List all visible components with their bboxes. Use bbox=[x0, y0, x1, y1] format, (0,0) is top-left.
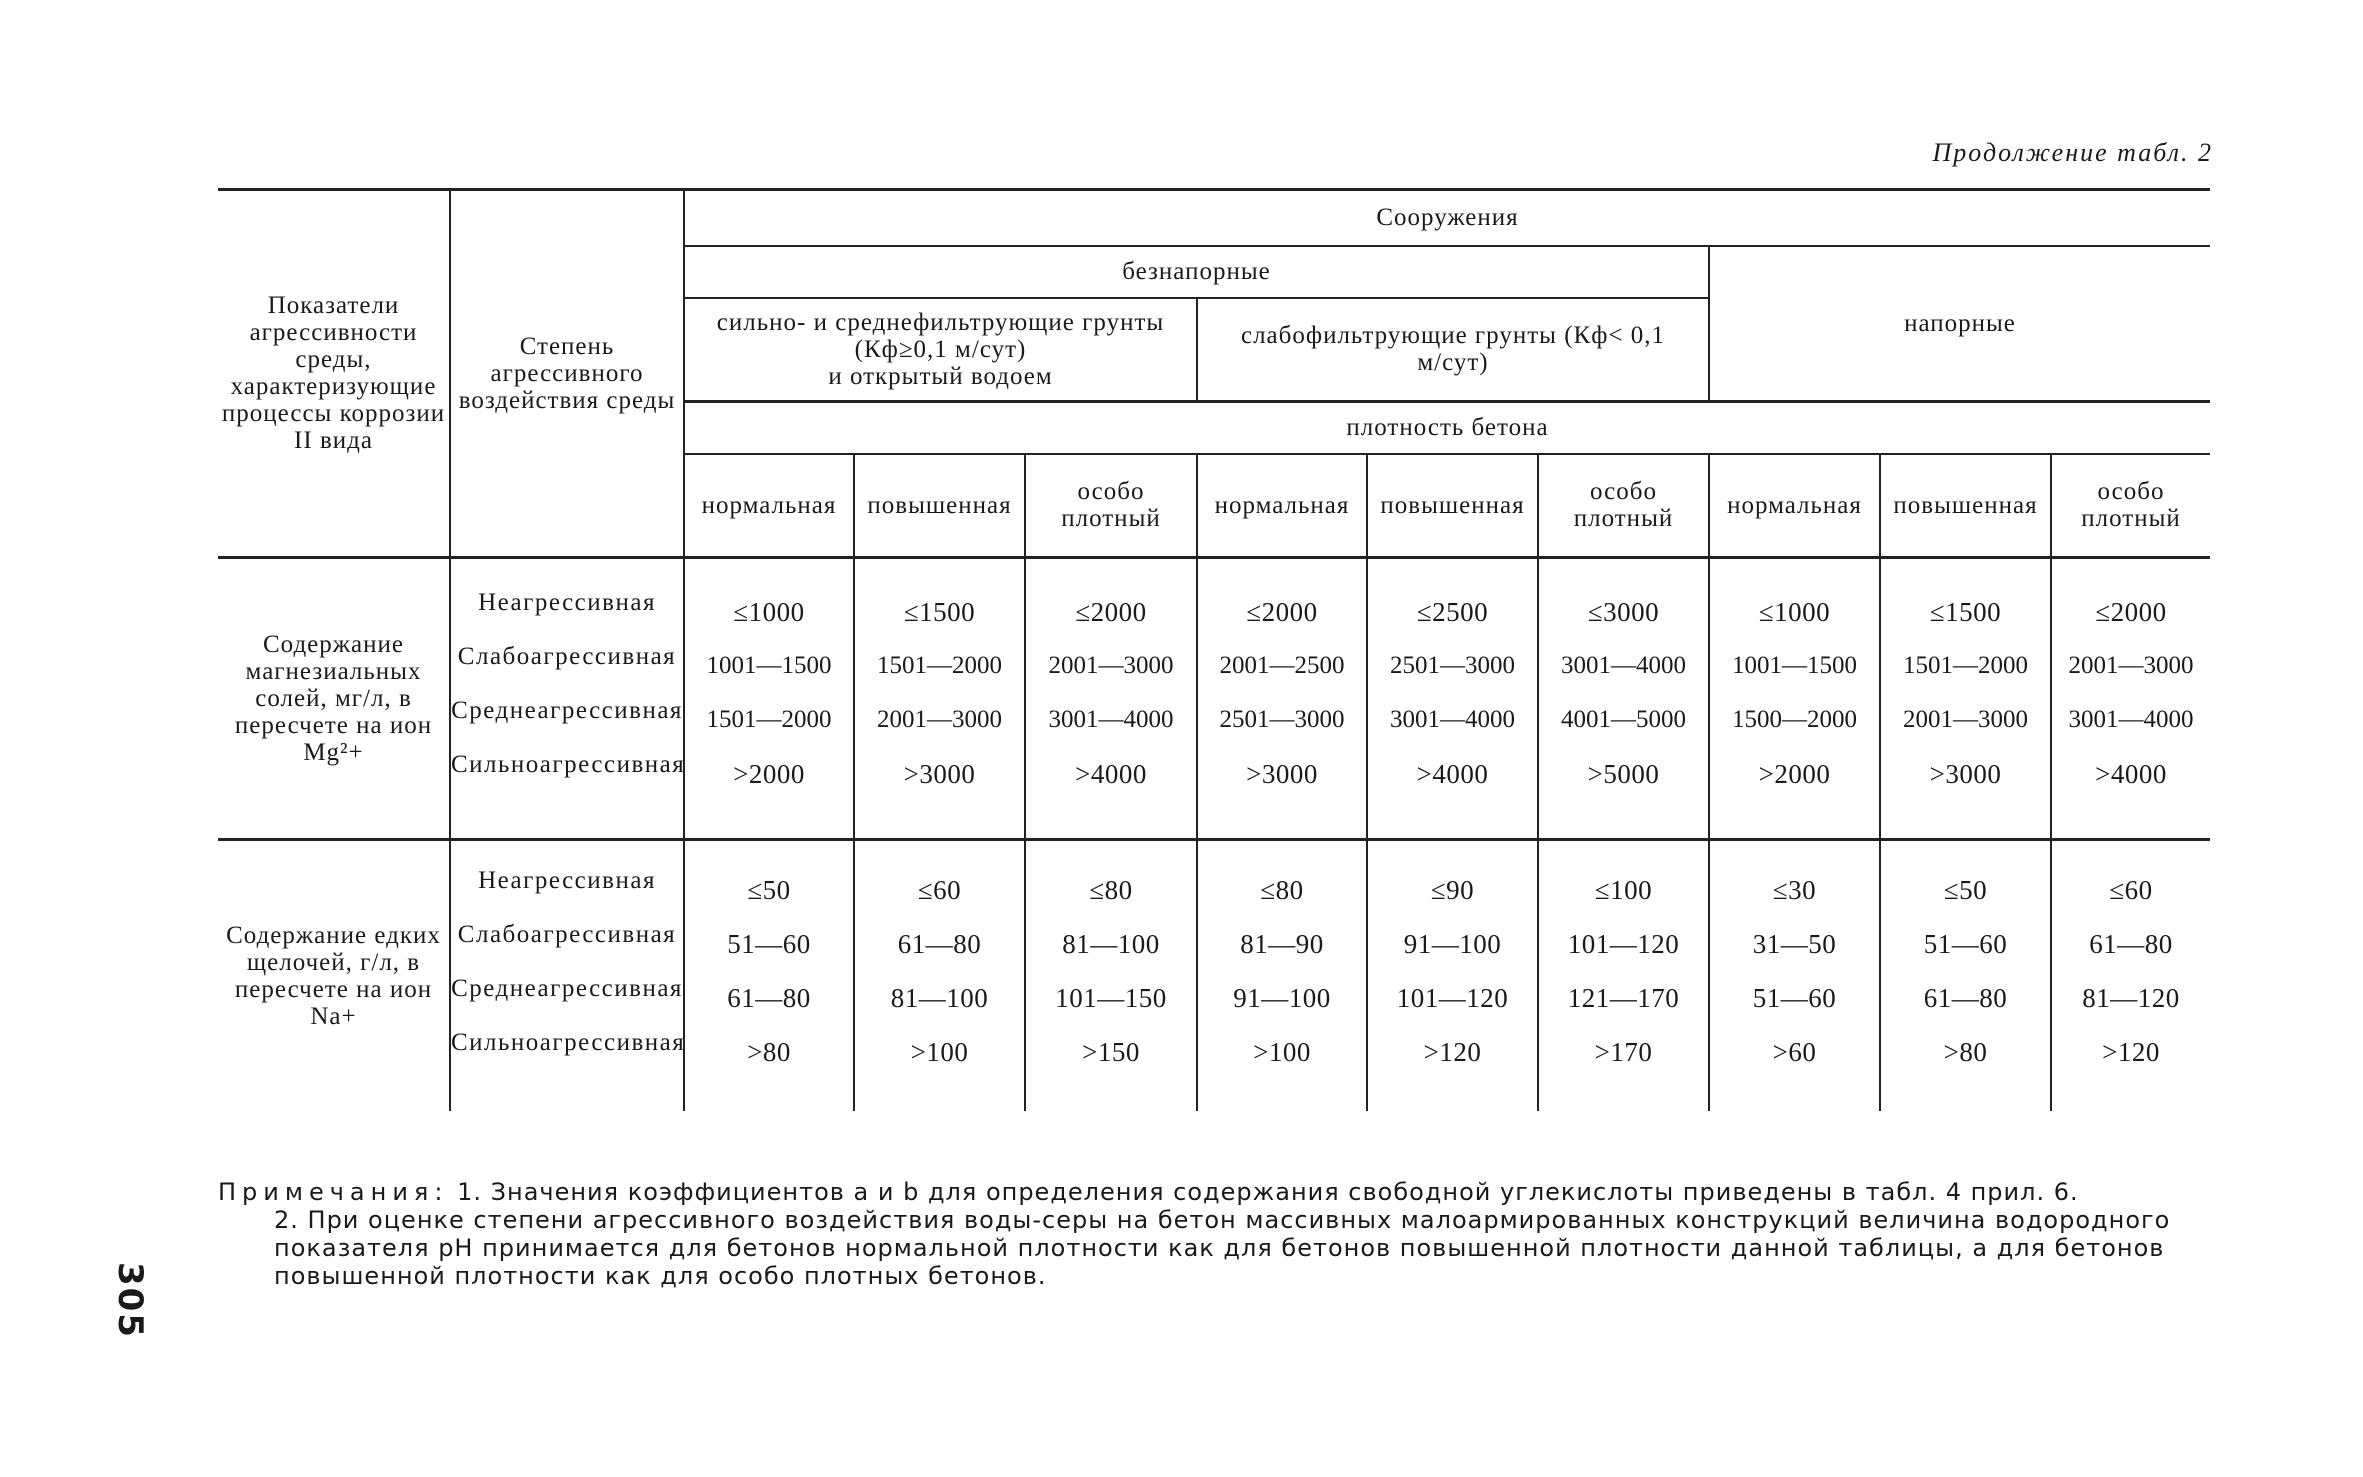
value-cell: 2001—2500 bbox=[1219, 652, 1345, 679]
value-cell: 91—100 bbox=[1403, 928, 1502, 959]
sub-header-5: повышенная bbox=[1367, 454, 1538, 556]
degree-label: Сильноагрессивная bbox=[451, 1028, 686, 1056]
degree-label: Среднеагрессивная bbox=[451, 697, 683, 724]
value-cell: 101—150 bbox=[1055, 982, 1167, 1013]
value-cell: 2501—3000 bbox=[1219, 706, 1345, 733]
value-cell: 2001—3000 bbox=[2068, 652, 2194, 679]
value-cell: >4000 bbox=[2095, 759, 2167, 789]
value-cell: 4001—5000 bbox=[1561, 706, 1686, 733]
sub-header-2: повышенная bbox=[854, 454, 1025, 556]
value-cell: >2000 bbox=[733, 759, 805, 789]
value-column bbox=[684, 557, 854, 839]
degree-label: Среднеагрессивная bbox=[451, 974, 683, 1002]
value-cell: 1501—2000 bbox=[877, 652, 1002, 679]
value-cell: 101—120 bbox=[1567, 928, 1680, 959]
value-cell: ≤50 bbox=[747, 874, 791, 905]
header-degree: Степень агрессивного воздействия среды bbox=[450, 190, 684, 558]
value-cell: 3001—4000 bbox=[2068, 706, 2194, 733]
note-1: 1. Значения коэффициентов a и b для определения содержания свободной углекислоты приведены в табл. 4 прил. 6. bbox=[457, 1178, 2079, 1206]
value-cell: 81—100 bbox=[890, 982, 989, 1013]
value-column bbox=[1197, 557, 1367, 839]
degree-list bbox=[450, 839, 684, 1111]
value-cell: 81—100 bbox=[1062, 928, 1160, 959]
note-1-paragraph bbox=[218, 1178, 2210, 1206]
value-cell: 1501—2000 bbox=[1903, 652, 2028, 679]
value-cell: >3000 bbox=[1246, 759, 1318, 789]
value-column bbox=[1709, 557, 1880, 839]
value-cell: >150 bbox=[1082, 1036, 1140, 1067]
value-cell: ≤60 bbox=[917, 874, 962, 905]
value-cell: ≤2000 bbox=[1246, 597, 1318, 627]
value-cell: ≤100 bbox=[1594, 874, 1653, 905]
header-pressure: напорные bbox=[1709, 246, 2210, 402]
note-2: 2. При оценке степени агрессивного воздействия воды-серы на бетон массивных малоармированных конструкций величина водородного показателя pH принимается для бетонов нормальной плотности как для бетонов повышенной плотности данной таблицы, а для бетонов повышенной плотности как для особо плотных бетонов. bbox=[274, 1206, 2171, 1290]
value-cell: >4000 bbox=[1416, 759, 1489, 789]
value-cell: 2001—3000 bbox=[877, 706, 1002, 733]
value-column bbox=[854, 839, 1025, 1111]
value-cell: 61—80 bbox=[1923, 982, 2008, 1013]
degree-label: Слабоагрессивная bbox=[457, 643, 677, 670]
sub-header-8: повышенная bbox=[1880, 454, 2051, 556]
value-cell: >5000 bbox=[1587, 759, 1660, 789]
degree-label: Неагрессивная bbox=[478, 866, 656, 894]
value-cell: >2000 bbox=[1758, 759, 1831, 789]
value-cell: >100 bbox=[1253, 1036, 1311, 1067]
value-cell: ≤90 bbox=[1430, 874, 1475, 905]
value-cell: 91—100 bbox=[1233, 982, 1331, 1013]
value-column bbox=[1709, 839, 1880, 1111]
header-non-pressure: безнапорные bbox=[684, 246, 1709, 298]
sub-header-4: нормальная bbox=[1197, 454, 1367, 556]
indicator-alkali: Содержание едких щелочей, г/л, в пересчете на ион Na+ bbox=[218, 839, 450, 1111]
value-cell: 31—50 bbox=[1752, 928, 1837, 959]
value-cell: ≤60 bbox=[2109, 874, 2153, 905]
value-cell: >80 bbox=[1943, 1036, 1988, 1067]
section-row-alkali bbox=[218, 839, 2210, 1111]
value-column bbox=[1197, 839, 1367, 1111]
section-row-magnesium bbox=[218, 557, 2210, 839]
value-column bbox=[2051, 557, 2210, 839]
header-density: плотность бетона bbox=[684, 402, 2210, 454]
value-column bbox=[1025, 557, 1197, 839]
value-cell: 2001—3000 bbox=[1903, 706, 2028, 733]
header-structures: Сооружения bbox=[684, 190, 2210, 246]
value-cell: >3000 bbox=[1929, 759, 2002, 789]
value-cell: 81—90 bbox=[1240, 928, 1324, 959]
sub-header-9: особо плотный bbox=[2051, 454, 2210, 556]
value-cell: 1501—2000 bbox=[706, 706, 832, 733]
value-cell: >120 bbox=[2102, 1036, 2160, 1067]
value-cell: ≤80 bbox=[1260, 874, 1304, 905]
value-cell: >120 bbox=[1423, 1036, 1482, 1067]
value-cell: ≤50 bbox=[1943, 874, 1988, 905]
value-cell: ≤1000 bbox=[733, 597, 805, 627]
value-cell: 51—60 bbox=[1923, 928, 2008, 959]
value-cell: 51—60 bbox=[1752, 982, 1837, 1013]
value-cell: 101—120 bbox=[1396, 982, 1509, 1013]
value-cell: 1500—2000 bbox=[1732, 706, 1857, 733]
value-cell: ≤30 bbox=[1772, 874, 1817, 905]
value-cell: 51—60 bbox=[727, 928, 811, 959]
value-cell: 1001—1500 bbox=[1732, 652, 1857, 679]
sub-header-3: особо плотный bbox=[1025, 454, 1197, 556]
value-column bbox=[684, 839, 854, 1111]
value-cell: >170 bbox=[1594, 1036, 1653, 1067]
page-number: 305 bbox=[110, 1262, 150, 1339]
value-cell: 1001—1500 bbox=[706, 652, 832, 679]
value-cell: 61—80 bbox=[897, 928, 982, 959]
value-cell: 61—80 bbox=[2089, 928, 2173, 959]
value-cell: 2501—3000 bbox=[1390, 652, 1515, 679]
value-column bbox=[1025, 839, 1197, 1111]
aggressiveness-table bbox=[218, 188, 2210, 1111]
value-column bbox=[1880, 557, 2051, 839]
value-cell: ≤1000 bbox=[1758, 597, 1831, 627]
degree-list bbox=[450, 557, 684, 839]
value-cell: >100 bbox=[910, 1036, 969, 1067]
group-filtering-line2: и открытый водоем bbox=[828, 362, 1053, 390]
value-cell: >60 bbox=[1772, 1036, 1817, 1067]
header-indicator: Показатели агрессивности среды, характеризующие процессы коррозии II вида bbox=[218, 190, 450, 558]
value-cell: 61—80 bbox=[727, 982, 811, 1013]
value-column bbox=[1538, 557, 1709, 839]
value-column bbox=[1367, 557, 1538, 839]
sub-header-6: особо плотный bbox=[1538, 454, 1709, 556]
value-cell: 81—120 bbox=[2082, 982, 2180, 1013]
value-cell: 3001—4000 bbox=[1561, 652, 1686, 679]
value-cell: >4000 bbox=[1075, 759, 1147, 789]
value-column bbox=[1880, 839, 2051, 1111]
sub-header-7: нормальная bbox=[1709, 454, 1880, 556]
value-cell: ≤3000 bbox=[1587, 597, 1660, 627]
value-column bbox=[1538, 839, 1709, 1111]
indicator-magnesium: Содержание магнезиальных солей, мг/л, в пересчете на ион Mg²+ bbox=[218, 557, 450, 839]
group-filtering-line1: сильно- и среднефильтрующие грунты (Кф≥0,1 м/сут) bbox=[716, 308, 1165, 363]
table-notes bbox=[218, 1178, 2210, 1290]
value-cell: >80 bbox=[747, 1036, 791, 1067]
value-cell: ≤80 bbox=[1089, 874, 1133, 905]
degree-label: Сильноагрессивная bbox=[451, 751, 686, 778]
value-column bbox=[1367, 839, 1538, 1111]
value-cell: 2001—3000 bbox=[1048, 652, 1174, 679]
value-cell: ≤1500 bbox=[903, 597, 976, 627]
notes-label: Примечания: bbox=[218, 1178, 449, 1206]
value-column bbox=[2051, 839, 2210, 1111]
value-cell: 3001—4000 bbox=[1390, 706, 1515, 733]
value-cell: 3001—4000 bbox=[1048, 706, 1174, 733]
header-group-filtering bbox=[684, 298, 1197, 402]
value-cell: ≤2000 bbox=[1075, 597, 1147, 627]
value-cell: ≤2500 bbox=[1416, 597, 1489, 627]
value-cell: >3000 bbox=[903, 759, 976, 789]
value-cell: 121—170 bbox=[1567, 982, 1680, 1013]
value-cell: ≤2000 bbox=[2095, 597, 2167, 627]
table-caption: Продолжение табл. 2 bbox=[1932, 138, 2213, 167]
value-cell: ≤1500 bbox=[1929, 597, 2002, 627]
value-column bbox=[854, 557, 1025, 839]
header-group-weak: слабофильтрующие грунты (Кф< 0,1 м/сут) bbox=[1197, 298, 1709, 402]
degree-label: Слабоагрессивная bbox=[457, 920, 677, 948]
sub-header-1: нормальная bbox=[684, 454, 854, 556]
degree-label: Неагрессивная bbox=[478, 589, 656, 616]
